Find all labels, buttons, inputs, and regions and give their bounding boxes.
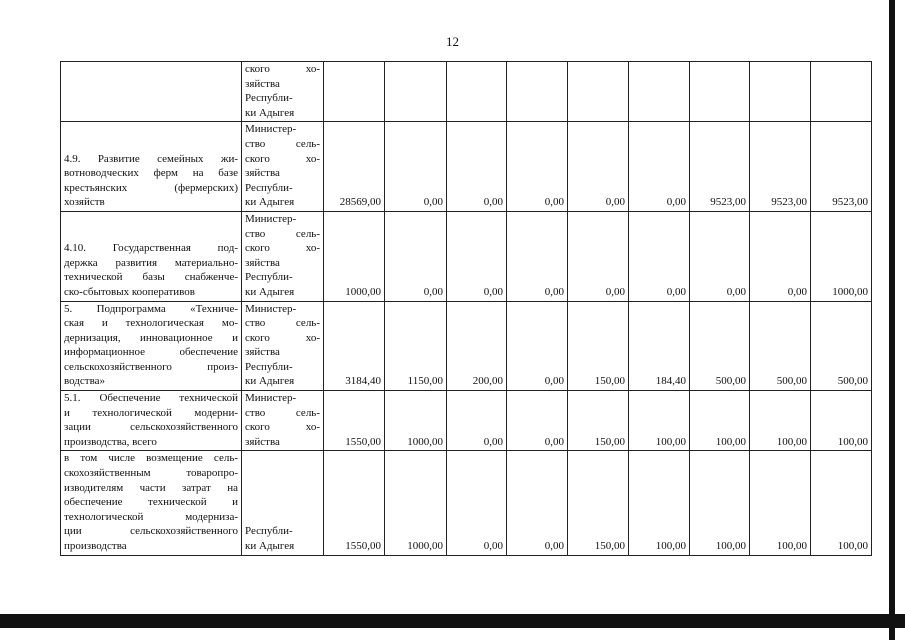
table-row xyxy=(61,451,872,555)
table-row xyxy=(61,62,872,122)
executor-line: ки Адыгея xyxy=(245,375,295,388)
value-cell: 184,40 xyxy=(629,301,690,391)
measure-name-cell xyxy=(61,211,242,301)
executor-line: ского хо- xyxy=(245,331,320,344)
value-cell: 150,00 xyxy=(568,391,629,451)
value-cell xyxy=(811,62,872,122)
executor-cell xyxy=(242,301,324,391)
measure-name-line: производства, всего xyxy=(64,435,157,448)
measure-name-line: ции сельскохозяйственного xyxy=(64,525,238,538)
value-cell: 100,00 xyxy=(811,391,872,451)
executor-line: ского хо- xyxy=(245,242,320,255)
measure-name-line: зации сельскохозяйственного xyxy=(64,421,238,434)
measure-name-line: дернизация, инновационное и xyxy=(64,331,238,344)
value-cell: 0,00 xyxy=(447,451,507,555)
executor-line: Республи- xyxy=(245,525,293,538)
measure-name-line: 4.10. Государственная под- xyxy=(64,242,238,255)
value-cell: 0,00 xyxy=(568,211,629,301)
executor-line: Министер- xyxy=(245,302,297,315)
measure-name-line: крестьянских (фермерских) xyxy=(64,181,238,194)
measure-name-line: хозяйств xyxy=(64,196,105,209)
measure-name-line: держка развития материально- xyxy=(64,256,238,269)
value-cell: 9523,00 xyxy=(811,122,872,212)
value-cell: 1150,00 xyxy=(385,301,447,391)
scan-edge-bottom xyxy=(0,614,905,628)
executor-line: Министер- xyxy=(245,212,297,225)
value-cell: 0,00 xyxy=(629,211,690,301)
table-row xyxy=(61,391,872,451)
value-cell: 100,00 xyxy=(690,391,750,451)
measure-name-line: обеспечение технической и xyxy=(64,496,238,509)
executor-cell xyxy=(242,451,324,555)
value-cell: 0,00 xyxy=(507,391,568,451)
executor-line: ство сель- xyxy=(245,137,320,150)
value-cell xyxy=(750,62,811,122)
value-cell: 0,00 xyxy=(750,211,811,301)
executor-cell xyxy=(242,122,324,212)
executor-line: ки Адыгея xyxy=(245,106,295,119)
measure-name-line: и технологической модерни- xyxy=(64,406,238,419)
executor-line: ки Адыгея xyxy=(245,285,295,298)
value-cell: 500,00 xyxy=(811,301,872,391)
value-cell: 3184,40 xyxy=(324,301,385,391)
measure-name-cell xyxy=(61,451,242,555)
executor-line: ки Адыгея xyxy=(245,196,295,209)
measure-name-line: производства xyxy=(64,540,127,552)
executor-line: ство сель- xyxy=(245,317,320,330)
value-cell: 0,00 xyxy=(447,122,507,212)
value-cell: 100,00 xyxy=(629,391,690,451)
value-cell: 0,00 xyxy=(507,122,568,212)
value-cell: 0,00 xyxy=(568,122,629,212)
value-cell: 1000,00 xyxy=(324,211,385,301)
measure-name-line: технической базы снабженче- xyxy=(64,271,238,284)
value-cell xyxy=(629,62,690,122)
value-cell: 0,00 xyxy=(507,301,568,391)
measure-name-cell xyxy=(61,301,242,391)
value-cell: 0,00 xyxy=(690,211,750,301)
measure-name-line: скохозяйственным товаропро- xyxy=(64,467,238,480)
scan-edge-right xyxy=(889,0,895,640)
executor-line: Республи- xyxy=(245,92,293,105)
value-cell: 200,00 xyxy=(447,301,507,391)
measure-name-line: водства» xyxy=(64,375,106,388)
value-cell: 500,00 xyxy=(750,301,811,391)
value-cell xyxy=(447,62,507,122)
value-cell: 0,00 xyxy=(385,122,447,212)
executor-cell xyxy=(242,211,324,301)
table-row xyxy=(61,301,872,391)
measure-name-line: 5. Подпрограмма «Техниче- xyxy=(64,302,238,315)
measure-name-line: ско-сбытовых кооперативов xyxy=(64,285,195,298)
value-cell: 0,00 xyxy=(447,391,507,451)
table-body xyxy=(61,62,872,556)
measure-name-line: изводителям части затрат на xyxy=(64,481,238,494)
executor-line: зяйства xyxy=(245,435,280,448)
executor-cell xyxy=(242,62,324,122)
executor-line: Республи- xyxy=(245,360,293,373)
executor-line: Республи- xyxy=(245,271,293,284)
measure-name-line: технологической модерниза- xyxy=(64,510,238,523)
value-cell: 150,00 xyxy=(568,451,629,555)
budget-table xyxy=(60,61,872,556)
value-cell xyxy=(568,62,629,122)
measure-name-cell xyxy=(61,62,242,122)
value-cell: 0,00 xyxy=(507,211,568,301)
value-cell: 1000,00 xyxy=(385,391,447,451)
measure-name-line: сельскохозяйственного произ- xyxy=(64,360,238,373)
value-cell: 100,00 xyxy=(811,451,872,555)
measure-name-line: в том числе возмещение сель- xyxy=(64,452,238,465)
page-number: 12 xyxy=(446,34,459,49)
executor-cell xyxy=(242,391,324,451)
value-cell: 1000,00 xyxy=(385,451,447,555)
value-cell: 28569,00 xyxy=(324,122,385,212)
value-cell: 1550,00 xyxy=(324,391,385,451)
table-row xyxy=(61,122,872,212)
value-cell: 0,00 xyxy=(507,451,568,555)
value-cell: 100,00 xyxy=(690,451,750,555)
executor-line: зяйства xyxy=(245,167,280,180)
value-cell xyxy=(385,62,447,122)
executor-line: ского хо- xyxy=(245,152,320,165)
measure-name-line: информационное обеспечение xyxy=(64,346,238,359)
executor-line: ского хо- xyxy=(245,421,320,434)
table-row xyxy=(61,211,872,301)
executor-line: зяйства xyxy=(245,77,280,90)
value-cell: 100,00 xyxy=(629,451,690,555)
executor-line: Министер- xyxy=(245,123,297,136)
measure-name-cell xyxy=(61,391,242,451)
value-cell: 100,00 xyxy=(750,391,811,451)
value-cell: 9523,00 xyxy=(750,122,811,212)
value-cell: 100,00 xyxy=(750,451,811,555)
executor-line: зяйства xyxy=(245,256,280,269)
value-cell xyxy=(324,62,385,122)
value-cell: 1550,00 xyxy=(324,451,385,555)
measure-name-cell xyxy=(61,122,242,212)
value-cell: 500,00 xyxy=(690,301,750,391)
measure-name-line: ская и технологическая мо- xyxy=(64,317,238,330)
value-cell xyxy=(507,62,568,122)
executor-line: Министер- xyxy=(245,392,297,405)
value-cell: 9523,00 xyxy=(690,122,750,212)
executor-line: зяйства xyxy=(245,346,280,359)
measure-name-line: 5.1. Обеспечение технической xyxy=(64,392,238,405)
measure-name-line: 4.9. Развитие семейных жи- xyxy=(64,152,238,165)
executor-line: Республи- xyxy=(245,181,293,194)
measure-name-line: вотноводческих ферм на базе xyxy=(64,167,238,180)
executor-line: ство сель- xyxy=(245,406,320,419)
value-cell: 1000,00 xyxy=(811,211,872,301)
value-cell: 0,00 xyxy=(629,122,690,212)
executor-line: ского хо- xyxy=(245,63,320,75)
value-cell: 0,00 xyxy=(385,211,447,301)
executor-line: ство сель- xyxy=(245,227,320,240)
value-cell: 150,00 xyxy=(568,301,629,391)
executor-line: ки Адыгея xyxy=(245,540,295,552)
value-cell: 0,00 xyxy=(447,211,507,301)
value-cell xyxy=(690,62,750,122)
